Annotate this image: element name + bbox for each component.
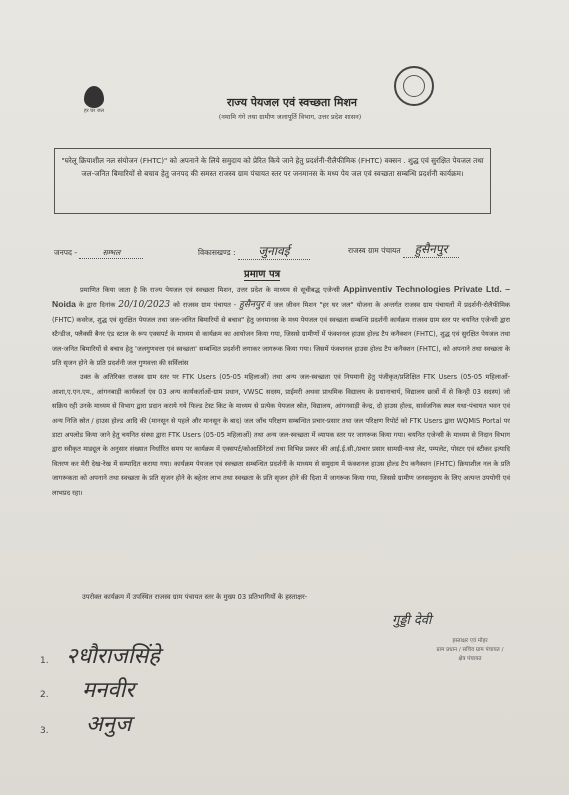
sign-block-line: क्षेत्र पंचायत: [458, 656, 482, 662]
water-drop-icon: [84, 86, 104, 108]
panchayat-label: राजस्व ग्राम पंचायत: [348, 246, 401, 255]
participant-number: 2.: [40, 690, 49, 700]
block-value: जुनावई: [238, 242, 310, 260]
body-p1-mid2: को राजस्व ग्राम पंचायत -: [173, 301, 237, 310]
body-p1-mid1: के द्वारा दिनांक: [78, 301, 116, 310]
body-p2: उक्त के अतिरिक्त राजस्व ग्राम स्तर पर FTK Users (05-05 महिलाओं) तथा अन्य जल-स्वच्छता एवं नियमानी हेतु पंजीकृत/प्रशिक्षित FTK Users (05-05 महिलाओं-आशा,ए.एन.एम., आंगनबाड़ी कार्यकर्ता एंव 03 अन्य कार्यकर्ताओं-ग्राम प्रधान, VWSC सदस्य, प्राईमरी अथवा प्राथमिक विद्यालय के प्रधानाचार्य, विद्यालय छात्रों में से किन्ही 03 सदस्य) जो सक्रिय रही उनके माध्यम से विभाग द्वारा प्रदान कराये गये फिल्ड टेस्ट किट के माध्यम से प्रत्येक पेयजल स्रोत, विद्यालय, आंगनवाड़ी केन्द्र, दो हाउस होल्ड, सार्वजनिक स्थल यथा-पंचायत भवन एवं अन्य निजि स्रोत / हाउस होल्ड आदि की (मानसून से पहले और मानसून के बाद) जल जाँच परिक्षण सम्बन्धित प्रचार-प्रसार तथा जल परिक्षण रिपोर्ट को FTK Users द्वारा WQMIS Portal पर डाटा अपलोड किया जाने हेतु चयनित संस्था द्वारा FTK Users (05-05 महिलाओं) तथा अन्य जल-स्वच्छता में व्यापक स्तर पर जागरूक किया गया। चयनित एजेन्सी के माध्यम से निदान विभाग द्वारा स्वीकृत माड्यूल के अनुसार संख्यात निर्धारित समय पर कार्यक्रम में एक्सपर्ट/कोआर्डिनेटर्स तथा विभिन्न प्रकार की आई.ई.सी./प्रचार प्रसार सामग्री-यथा लेट, पम्पलेट, पोस्टर एवं स्टीकर इत्यादि वितरण कर मेरी देख-रेख में सम्पादित कराया गया। कार्यक्रम पेयजल एवं स्वच्छता सम्बन्धित प्रदर्शनी के माध्यम से समुदाय में फंक्शनल हाउस होल्ड टैप कनैक्शन (FHTC) क्रियाशील नल के प्रति जागरूकता को अपनाने तथा स्वच्छता के प्रति सृजन होने के बहेतर लाभ तथा स्वच्छता के प्रति सृजन होने की दिशा में जागरूक किया गया, जिससे ग्रामीण जनसमुदाय के लिए अत्यन्त उपयोगी एवं लाभप्रद रहा।: [52, 373, 510, 497]
village-handwritten: हुसैनपुर: [239, 300, 264, 311]
panchayat-value: हुसैनपुर: [403, 240, 459, 258]
sign-block-line: ग्राम प्रधान / सचिव ग्राम पंचायत /: [436, 647, 504, 653]
certificate-body: [52, 282, 510, 500]
panchayat-field: [348, 240, 459, 258]
district-value: सम्भल: [79, 248, 143, 259]
participant-number: 3.: [40, 726, 49, 736]
district-label: जनपद -: [54, 248, 78, 257]
sign-block: [410, 637, 530, 664]
event-date: 20/10/2023: [118, 300, 171, 311]
page-subtitle: (नमामि गंगे तथा ग्रामीण जलापूर्ति विभाग, उत्तर प्रदेश शासन): [218, 113, 362, 121]
logo-left-text: हर घर जल: [84, 108, 104, 114]
block-field: [198, 242, 310, 260]
pradhan-signature: गुड्डी देवी: [392, 613, 432, 628]
certificate-title: प्रमाण पत्र: [244, 266, 280, 281]
block-label: विकासखण्ड :: [198, 248, 236, 257]
participant-signature: अनुज: [86, 712, 132, 737]
agency-name: Appinventiv Technologies Private Ltd. – Noida: [52, 284, 510, 310]
page-title: राज्य पेयजल एवं स्वच्छता मिशन: [226, 96, 358, 109]
district-field: [54, 248, 143, 259]
jal-jeevan-logo: [74, 86, 114, 114]
campaign-box: "घरेलू क्रियाशील नल संयोजन (FHTC)" को अपनाने के लिये समुदाय को प्रेरित किये जाने हेतु प्रदर्शनी-रीलैफीमिक (FHTC) वक्सन . शुद्ध एवं सुरक्षित पेयजल तथा जल-जनित बिमारियों से बचाव हेतु जनपद की समस्त राजस्व ग्राम पंचायत स्तर पर जनमानस के मध्य पेय जल एवं स्वच्छता सम्बन्धि प्रदर्शनी कार्यक्रम।: [54, 148, 491, 214]
participants-heading: उपरोक्त कार्यक्रम में उपस्थित राजस्व ग्राम पंचायत स्तर के मुख्य 03 प्रतिभागियों के हस्ताक्षर-: [82, 593, 308, 601]
participant-signature: मनवीर: [82, 678, 135, 703]
participant-signature: २धौराजसिंहे: [66, 644, 160, 669]
sign-block-line: हस्ताक्षर एवं मोहर: [452, 638, 488, 644]
participant-number: 1.: [40, 656, 49, 666]
body-p1-start: प्रमाणित किया जाता है कि राज्य पेयजल एवं स्वच्छता मिशन, उत्तर प्रदेश के माध्यम से सूचीबद्ध एजेन्सी: [80, 286, 340, 294]
body-p1-rest: में जल जीवन मिशन "हर घर जल" योजना के अन्तर्गत राजस्व ग्राम पंचायतों में प्रदर्शनी-रोलैफीमिक (FHTC) कवरेज, शुद्ध एवं सुरक्षित पेयजल तथा जल-जनित बिमारियों से बचाव" हेतु जनमानस के मध्य पेयजल एवं स्वच्छता सम्बन्धि प्रदर्शनी कार्यक्रम राजस्व ग्राम स्तर पर चयनित एजेन्सी द्वारा स्टैन्डीज, फ्लैक्सी बैनर एंड स्टाल के रूप एक्सपर्ट के माध्यम से कार्यक्रम का आयोजन किया गया, जिससे ग्रामीणों में फंक्शनल हाउस होल्ड टैप कनैक्शन (FHTC), शुद्ध एवं सुरक्षित पेयजल तथा जल-जनित बिमारियों से बचाव हेतु 'जलगुणवत्ता एवं स्वच्छता' सम्बन्धित प्रदर्शनी लगाकर जागरूक किया गया। जिसमें फंक्शनल हाउस होल्ड टैप कनैक्शन (FHTC), को अपनाने तथा स्वच्छता के प्रति सृजन होने के प्रति प्रदर्शनी जल गुणवत्ता की सर्विलांस: [52, 301, 510, 368]
